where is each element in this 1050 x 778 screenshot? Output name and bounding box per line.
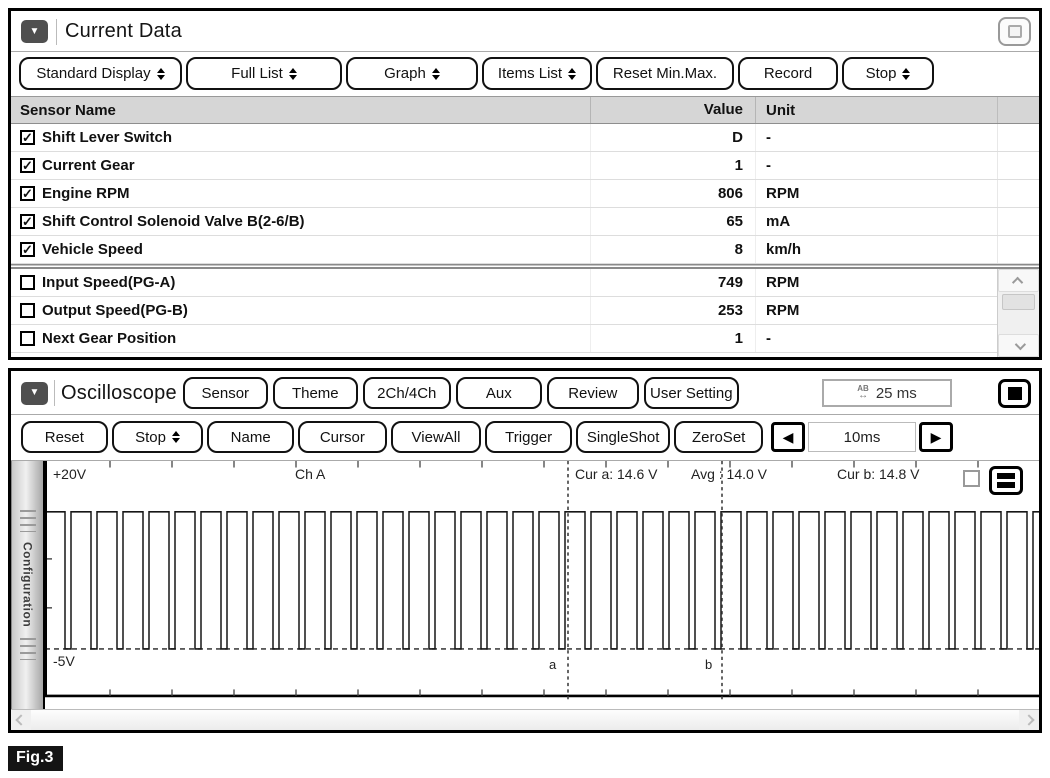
- grip-icon: [20, 638, 36, 660]
- button-stop[interactable]: Stop: [112, 421, 204, 453]
- cursor-delta-time-field[interactable]: [822, 379, 952, 407]
- timebase-increase-button[interactable]: [919, 422, 953, 452]
- table-row[interactable]: [11, 325, 997, 353]
- table-row[interactable]: [11, 297, 997, 325]
- chevron-down-icon: ▼: [29, 25, 40, 37]
- button-standard-display[interactable]: Standard Display: [19, 57, 182, 90]
- row-checkbox[interactable]: [20, 275, 35, 290]
- cursor-a-label: a: [549, 657, 557, 672]
- sensor-unit: km/h: [766, 241, 802, 258]
- button-zeroset[interactable]: ZeroSet: [674, 421, 763, 453]
- spinner-icon: [157, 68, 165, 80]
- scrollbar-track[interactable]: [31, 710, 1019, 730]
- button-trigger[interactable]: Trigger: [485, 421, 572, 453]
- sensor-value: D: [591, 124, 756, 151]
- selected-rows-section: [11, 124, 1039, 264]
- table-header-row: [11, 96, 1039, 124]
- configuration-label: Configuration: [20, 542, 35, 628]
- button-viewall[interactable]: ViewAll: [391, 421, 482, 453]
- timebase-field[interactable]: [808, 422, 916, 452]
- cursor-a-readout: Cur a: 14.6 V: [575, 466, 658, 482]
- sensor-table: [11, 96, 1039, 357]
- sensor-name: Input Speed(PG-A): [42, 274, 176, 291]
- check-icon: ✓: [22, 157, 33, 173]
- button-reset[interactable]: Reset: [21, 421, 108, 453]
- button-name[interactable]: Name: [207, 421, 294, 453]
- sensor-unit: RPM: [766, 185, 800, 202]
- timebase-decrease-button[interactable]: [771, 422, 805, 452]
- button-cursor[interactable]: Cursor: [298, 421, 387, 453]
- cursor-ab-icon: AB ↔: [857, 384, 869, 401]
- waveform-display[interactable]: [45, 461, 1039, 709]
- cursor-delta-time-value: 25 ms: [875, 384, 917, 402]
- column-header-unit: Unit: [766, 101, 796, 119]
- sensor-value: 1: [591, 325, 756, 352]
- spinner-icon: [568, 68, 576, 80]
- scope-horizontal-scrollbar[interactable]: [11, 709, 1039, 730]
- waveform-plot: [45, 461, 1039, 709]
- row-checkbox[interactable]: [20, 331, 35, 346]
- current-data-panel: [8, 8, 1042, 360]
- sensor-value: 253: [591, 297, 756, 324]
- sensor-name: Engine RPM: [42, 185, 130, 202]
- button-stop[interactable]: Stop: [842, 57, 934, 90]
- table-row[interactable]: [11, 124, 1039, 152]
- left-arrow-icon: ◀: [782, 428, 794, 445]
- table-row[interactable]: [11, 208, 1039, 236]
- button-theme[interactable]: Theme: [273, 377, 358, 409]
- channel-label: Ch A: [295, 466, 326, 482]
- header-divider: [56, 19, 57, 45]
- cursor-b-readout: Cur b: 14.8 V: [837, 466, 920, 482]
- check-icon: ✓: [22, 241, 33, 257]
- bar-icon: [997, 473, 1015, 479]
- scroll-down-button[interactable]: [998, 334, 1039, 357]
- button-graph[interactable]: Graph: [346, 57, 478, 90]
- header-divider: [54, 380, 55, 406]
- current-data-header: [11, 11, 1039, 52]
- table-row[interactable]: [11, 180, 1039, 208]
- sensor-name: Output Speed(PG-B): [42, 302, 188, 319]
- oscilloscope-toolbar-bottom: [11, 415, 1039, 461]
- y-min-label: -5V: [53, 653, 75, 669]
- stop-display-button[interactable]: [998, 379, 1031, 408]
- chevron-left-icon: [15, 714, 26, 725]
- scroll-left-button[interactable]: [11, 710, 31, 730]
- channel-checkbox[interactable]: [963, 470, 980, 487]
- figure-label: Fig.3: [8, 746, 63, 771]
- sensor-unit: -: [766, 157, 771, 174]
- button-user-setting[interactable]: User Setting: [644, 377, 739, 409]
- button-reset-min-max[interactable]: Reset Min.Max.: [596, 57, 734, 90]
- chevron-down-icon: [1014, 338, 1025, 349]
- sensor-unit: mA: [766, 213, 791, 230]
- table-row[interactable]: [11, 152, 1039, 180]
- configuration-handle[interactable]: [11, 461, 45, 709]
- check-icon: ✓: [22, 213, 33, 229]
- check-icon: ✓: [22, 129, 33, 145]
- button-review[interactable]: Review: [547, 377, 639, 409]
- column-header-scroll-gutter: [997, 97, 1039, 123]
- right-arrow-icon: ▶: [930, 428, 942, 445]
- spinner-icon: [432, 68, 440, 80]
- table-scrollbar[interactable]: [997, 269, 1039, 357]
- timebase-control: [771, 422, 953, 452]
- sensor-value: 749: [591, 269, 756, 296]
- oscilloscope-menu-button[interactable]: [21, 382, 48, 405]
- sensor-unit: -: [766, 129, 771, 146]
- button-items-list[interactable]: Items List: [482, 57, 592, 90]
- maximize-icon: [1008, 25, 1022, 38]
- row-checkbox[interactable]: [20, 214, 35, 229]
- chevron-right-icon: [1023, 714, 1034, 725]
- table-row[interactable]: [11, 269, 997, 297]
- maximize-button[interactable]: [998, 17, 1031, 46]
- check-icon: ✓: [22, 185, 33, 201]
- filled-square-icon: [1008, 387, 1022, 400]
- sensor-name: Shift Control Solenoid Valve B(2-6/B): [42, 213, 305, 230]
- bar-icon: [997, 482, 1015, 488]
- table-row[interactable]: [11, 236, 1039, 264]
- sensor-unit: RPM: [766, 302, 800, 319]
- button-full-list[interactable]: Full List: [186, 57, 342, 90]
- button-record[interactable]: Record: [738, 57, 838, 90]
- oscilloscope-toolbar-top: [183, 377, 739, 409]
- sensor-unit: RPM: [766, 274, 800, 291]
- scrollable-rows-section: [11, 269, 1039, 357]
- sensor-name: Shift Lever Switch: [42, 129, 173, 146]
- chevron-down-icon: ▼: [29, 387, 40, 398]
- channel-layout-button[interactable]: [989, 466, 1023, 495]
- chevron-up-icon: [1011, 276, 1022, 287]
- button-2ch-4ch[interactable]: 2Ch/4Ch: [363, 377, 451, 409]
- row-checkbox[interactable]: [20, 242, 35, 257]
- sensor-value: 806: [591, 180, 756, 207]
- button-aux[interactable]: Aux: [456, 377, 542, 409]
- row-checkbox[interactable]: [20, 158, 35, 173]
- sensor-value: 8: [591, 236, 756, 263]
- sensor-name: Current Gear: [42, 157, 135, 174]
- average-readout: Avg : 14.0 V: [691, 466, 768, 482]
- row-checkbox[interactable]: [20, 303, 35, 318]
- scrollbar-thumb[interactable]: [1002, 294, 1035, 310]
- scope-area: [11, 461, 1039, 709]
- y-max-label: +20V: [53, 466, 87, 482]
- row-checkbox[interactable]: [20, 186, 35, 201]
- scroll-right-button[interactable]: [1019, 710, 1039, 730]
- button-sensor[interactable]: Sensor: [183, 377, 268, 409]
- sensor-unit: -: [766, 330, 771, 347]
- oscilloscope-panel: [8, 368, 1042, 733]
- oscilloscope-header: [11, 371, 1039, 415]
- sensor-value: 1: [591, 152, 756, 179]
- spinner-icon: [289, 68, 297, 80]
- current-data-toolbar: [11, 52, 1039, 96]
- cursor-b-label: b: [705, 657, 713, 672]
- sensor-value: 65: [591, 208, 756, 235]
- oscilloscope-title: Oscilloscope: [61, 381, 177, 404]
- sensor-name: Vehicle Speed: [42, 241, 143, 258]
- current-data-title: Current Data: [65, 20, 182, 42]
- timebase-value: 10ms: [843, 428, 881, 446]
- spinner-icon: [902, 68, 910, 80]
- row-checkbox[interactable]: [20, 130, 35, 145]
- column-header-value: Value: [591, 97, 756, 123]
- sensor-name: Next Gear Position: [42, 330, 177, 347]
- grip-icon: [20, 510, 36, 532]
- scroll-up-button[interactable]: [998, 269, 1039, 292]
- column-header-sensor-name: Sensor Name: [11, 97, 591, 123]
- current-data-menu-button[interactable]: [21, 20, 48, 43]
- button-singleshot[interactable]: SingleShot: [576, 421, 670, 453]
- spinner-icon: [172, 431, 180, 443]
